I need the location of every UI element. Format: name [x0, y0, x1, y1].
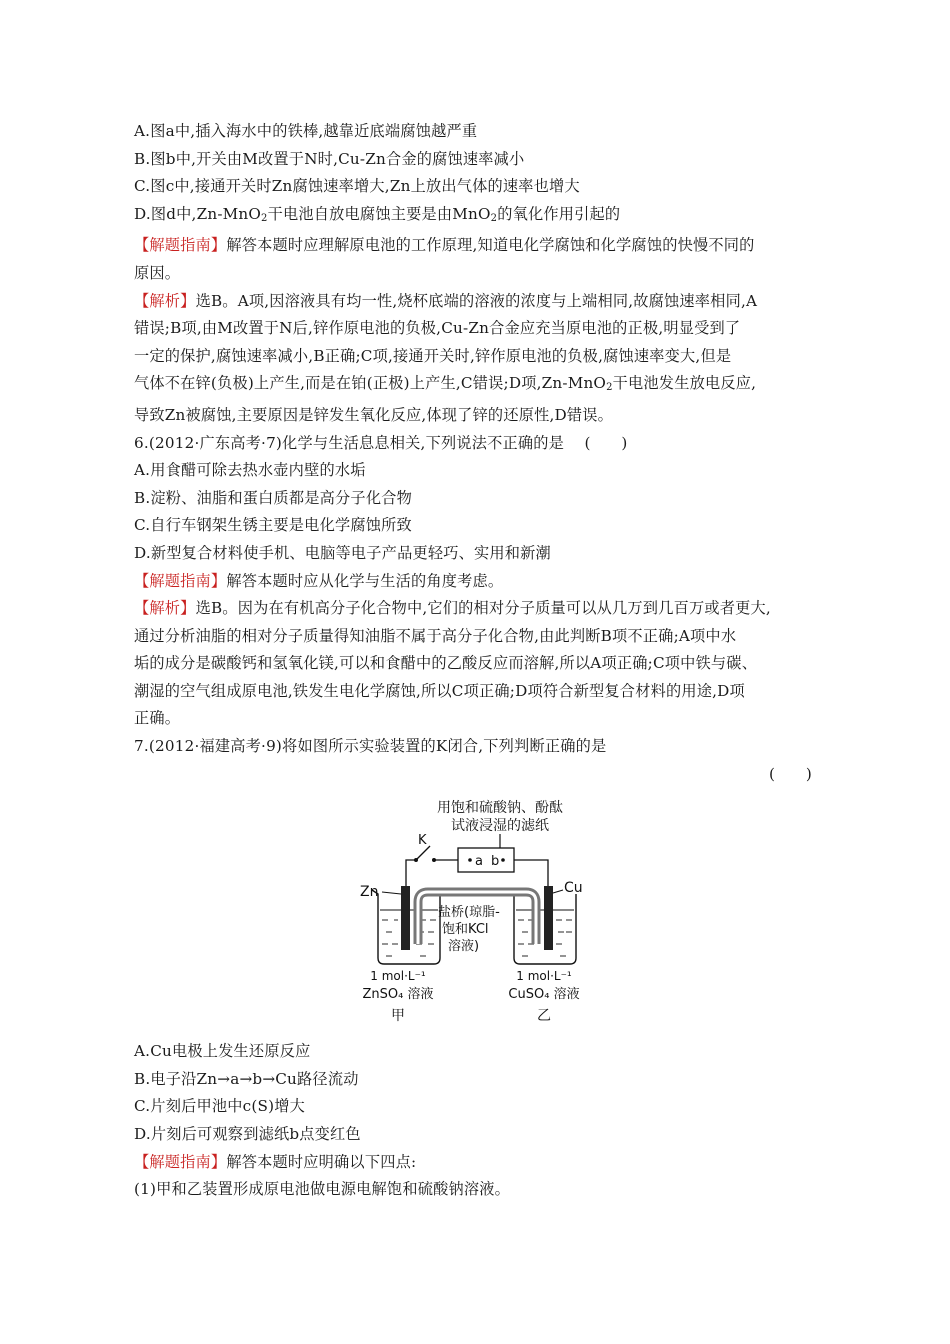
cu-electrode	[544, 886, 553, 950]
q5-analysis-line: 一定的保护,腐蚀速率减小,B正确;C项,接通开关时,锌作原电池的负极,腐蚀速率变大,但是	[134, 346, 732, 365]
galvanic-cell-figure	[134, 794, 824, 1034]
point-a-dot	[468, 858, 472, 862]
q7-option-d: D.片刻后可观察到滤纸b点变红色	[134, 1125, 361, 1144]
cell-yi-label: 乙	[537, 1008, 551, 1025]
q6-option-b: B.淀粉、油脂和蛋白质都是高分子化合物	[134, 488, 412, 507]
q6-option-a: A.用食醋可除去热水壶内壁的水垢	[134, 461, 366, 480]
point-a-label: a	[475, 854, 483, 870]
wire-left	[406, 860, 416, 886]
cu-pointer	[553, 890, 563, 893]
point-b-label: b	[491, 854, 500, 870]
q7-option-a: A.Cu电极上发生还原反应	[134, 1042, 311, 1061]
q7-option-b: B.电子沿Zn→a→b→Cu路径流动	[134, 1069, 359, 1088]
q6-analysis-line: 正确。	[134, 709, 181, 728]
cu-label: Cu	[564, 880, 583, 897]
q6-analysis: 【解析】选B。因为在有机高分子化合物中,它们的相对分子质量可以从几万到几百万或者更大,	[134, 599, 771, 618]
q7-answer-paren: ( )	[768, 764, 812, 783]
q6-stem: 6.(2012·广东高考·7)化学与生活息息相关,下列说法不正确的是 ( )	[134, 433, 628, 452]
left-concentration: 1 mol·L⁻¹	[370, 969, 426, 984]
guide-tag: 【解题指南】	[134, 571, 227, 590]
q5-guide-cont: 原因。	[134, 263, 181, 282]
q7-point-1: (1)甲和乙装置形成原电池做电源电解饱和硫酸钠溶液。	[134, 1180, 511, 1199]
q7-stem: 7.(2012·福建高考·9)将如图所示实验装置的K闭合,下列判断正确的是	[134, 737, 607, 756]
guide-tag: 【解题指南】	[134, 236, 227, 255]
zn-electrode	[401, 886, 410, 950]
q6-analysis-line: 通过分析油脂的相对分子质量得知油脂不属于高分子化合物,由此判断B项不正确;A项中水	[134, 626, 737, 645]
znso4-solution-label: ZnSO₄ 溶液	[362, 987, 434, 1003]
analysis-tag: 【解析】	[134, 599, 196, 618]
cuso4-solution-label: CuSO₄ 溶液	[508, 987, 580, 1003]
q5-analysis-line: 错误;B项,由M改置于N后,锌作原电池的负极,Cu-Zn合金应充当原电池的正极,明显受到了	[134, 319, 741, 338]
switch-k	[416, 846, 430, 860]
q6-option-c: C.自行车钢架生锈主要是电化学腐蚀所致	[134, 516, 412, 535]
paper-label-2: 试液浸湿的滤纸	[451, 818, 549, 835]
q6-option-d: D.新型复合材料使手机、电脑等电子产品更轻巧、实用和新潮	[134, 543, 551, 562]
q5-analysis-line: 气体不在锌(负极)上产生,而是在铂(正极)上产生,C错误;D项,Zn-MnO$_2$干电池发生放电反应,	[134, 374, 757, 394]
paper-label-1: 用饱和硫酸钠、酚酞	[437, 800, 563, 817]
q7-option-c: C.片刻后甲池中c(S)增大	[134, 1097, 305, 1116]
right-concentration: 1 mol·L⁻¹	[516, 969, 572, 984]
q6-guide: 【解题指南】解答本题时应从化学与生活的角度考虑。	[134, 571, 504, 590]
zn-label: Zn	[360, 884, 379, 901]
document-page	[134, 118, 824, 1204]
bridge-label-2: 饱和KCl	[442, 922, 489, 938]
q5-option-c: C.图c中,接通开关时Zn腐蚀速率增大,Zn上放出气体的速率也增大	[134, 177, 580, 196]
point-b-dot	[501, 858, 505, 862]
beaker-right	[508, 890, 576, 964]
q5-analysis-line: 导致Zn被腐蚀,主要原因是锌发生氧化反应,体现了锌的还原性,D错误。	[134, 405, 614, 424]
q6-analysis-line: 垢的成分是碳酸钙和氢氧化镁,可以和食醋中的乙酸反应而溶解,所以A项正确;C项中铁与碳、	[134, 654, 758, 673]
q5-option-d: D.图d中,Zn-MnO$_2$干电池自放电腐蚀主要是由MnO$_2$的氧化作用引起的	[134, 204, 621, 224]
q6-analysis-line: 潮湿的空气组成原电池,铁发生电化学腐蚀,所以C项正确;D项符合新型复合材料的用途,D项	[134, 681, 745, 700]
guide-tag: 【解题指南】	[134, 1152, 227, 1171]
bridge-label-3: 溶液)	[448, 939, 480, 955]
q5-guide: 【解题指南】解答本题时应理解原电池的工作原理,知道电化学腐蚀和化学腐蚀的快慢不同的	[134, 236, 755, 255]
apparatus-diagram	[358, 794, 608, 1030]
q5-analysis: 【解析】选B。A项,因溶液具有均一性,烧杯底端的溶液的浓度与上端相同,故腐蚀速率相同,A	[134, 291, 758, 310]
filter-paper	[458, 848, 514, 872]
q5-option-b: B.图b中,开关由M改置于N时,Cu-Zn合金的腐蚀速率减小	[134, 149, 525, 168]
switch-label: K	[418, 833, 427, 849]
bridge-label-1: 盐桥(琼脂-	[438, 905, 500, 921]
zn-pointer	[382, 892, 401, 894]
q5-option-a: A.图a中,插入海水中的铁棒,越靠近底端腐蚀越严重	[134, 122, 478, 140]
wire-right	[514, 860, 548, 886]
q7-guide: 【解题指南】解答本题时应明确以下四点:	[134, 1152, 417, 1171]
cell-jia-label: 甲	[391, 1008, 405, 1025]
analysis-tag: 【解析】	[134, 291, 196, 310]
switch-pivot	[414, 858, 418, 862]
